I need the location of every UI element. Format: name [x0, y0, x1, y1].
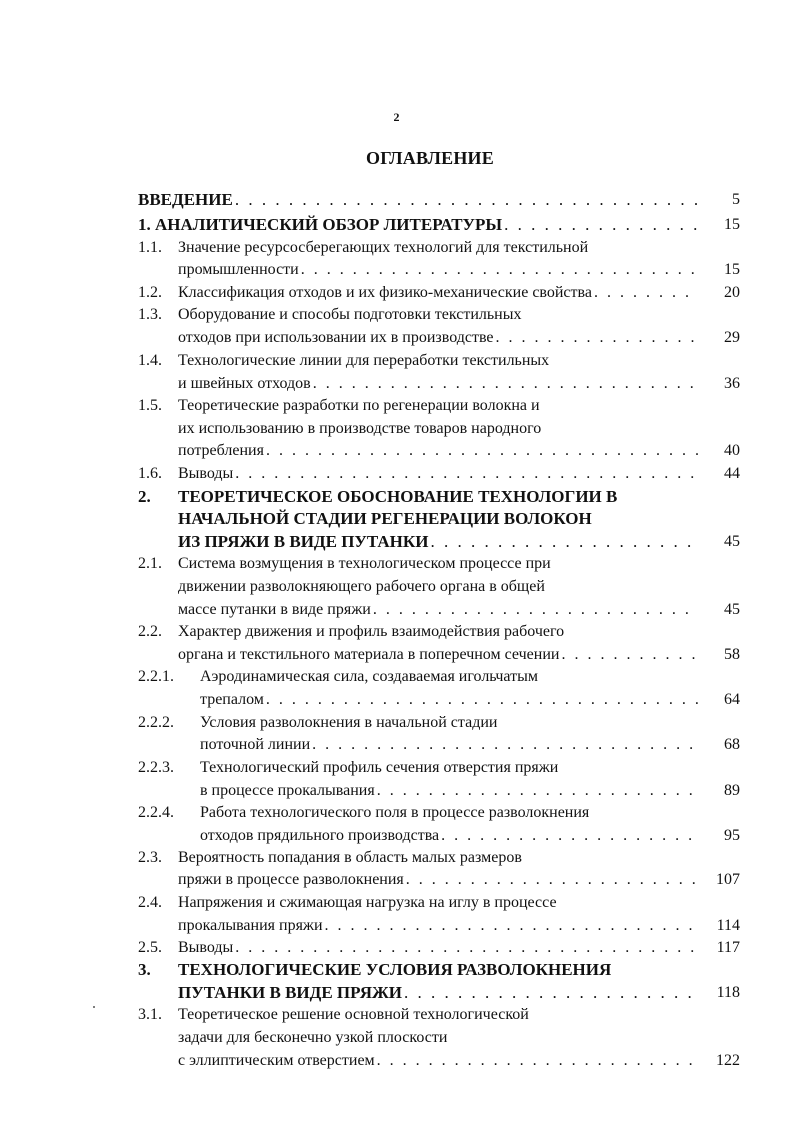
toc-entry-title-text: органа и текстильного материала в поперечном сечении [178, 646, 560, 663]
toc-entry-title-text: Оборудование и способы подготовки текстильных [178, 306, 522, 323]
toc-entry-title[interactable] [178, 553, 720, 575]
toc-entry-title[interactable] [178, 847, 720, 869]
toc-entry-title[interactable] [200, 757, 720, 779]
toc-entry-page[interactable]: 5 [732, 191, 740, 208]
scan-speck [93, 1006, 95, 1008]
toc-entry-title[interactable] [178, 350, 720, 372]
toc-entry-title-text: ТЕХНОЛОГИЧЕСКИЕ УСЛОВИЯ РАЗВОЛОКНЕНИЯ [178, 960, 612, 979]
toc-entry-title[interactable] [200, 825, 698, 847]
toc-entry-title-text: и швейных отходов [178, 375, 311, 392]
toc-entry-number: 2.3. [138, 849, 162, 866]
toc-entry-title-text: Теоретические разработки по регенерации волокна и [178, 397, 540, 414]
toc-entry-title[interactable] [178, 937, 698, 959]
toc-entry-title-text: Теоретическое решение основной технологической [178, 1006, 529, 1023]
toc-entry-title[interactable] [178, 395, 720, 417]
toc-entry-page[interactable]: 114 [716, 917, 740, 934]
toc-entry-number: 2.2.1. [138, 668, 174, 685]
toc-entry-page[interactable]: 45 [724, 533, 740, 550]
toc-entry-title-text: Выводы [178, 939, 234, 956]
toc-entry-title-text: ТЕОРЕТИЧЕСКОЕ ОБОСНОВАНИЕ ТЕХНОЛОГИИ В [178, 487, 618, 506]
toc-entry-title-text: Аэродинамическая сила, создаваемая игольчатым [200, 668, 538, 685]
toc-entry-title-text: Условия разволокнения в начальной стадии [200, 714, 498, 731]
toc-entry-title-text: массе путанки в виде пряжи [178, 601, 371, 618]
toc-entry-title[interactable] [178, 869, 698, 891]
toc-entry-title-text: Система возмущения в технологическом процессе при [178, 555, 551, 572]
toc-entry-title-text: задачи для бесконечно узкой плоскости [178, 1029, 448, 1046]
toc-entry-title-text: Работа технологического поля в процессе разволокнения [200, 804, 590, 821]
toc-entry-title[interactable] [178, 508, 720, 530]
toc-entry-title-text: отходов при использовании их в производстве [178, 329, 494, 346]
toc-entry-title-text: Вероятность попадания в область малых размеров [178, 849, 522, 866]
toc-entry-page[interactable]: 29 [724, 329, 740, 346]
toc-entry-page[interactable]: 107 [716, 871, 740, 888]
toc-entry-number: 1.2. [138, 284, 162, 301]
toc-entry-title[interactable] [178, 1004, 720, 1026]
toc-entry-title[interactable] [178, 1050, 698, 1072]
toc-entry-title-text: Выводы [178, 465, 234, 482]
toc-entry-number: 2.2.3. [138, 759, 174, 776]
toc-entry-page[interactable]: 118 [716, 984, 740, 1001]
toc-entry-page[interactable]: 20 [724, 284, 740, 301]
toc-entry-title[interactable] [138, 214, 698, 236]
toc-entry-number: 2.1. [138, 555, 162, 572]
toc-entry-title-text: Технологические линии для переработки текстильных [178, 352, 550, 369]
toc-entry-title[interactable] [178, 959, 720, 981]
toc-entry-page[interactable]: 40 [724, 442, 740, 459]
toc-entry-page[interactable]: 44 [724, 465, 740, 482]
toc-entry-title[interactable] [178, 486, 720, 508]
toc-entry-title[interactable] [200, 802, 720, 824]
toc-entry-title[interactable] [178, 237, 720, 259]
toc-entry-title-text: в процессе прокалывания [200, 782, 375, 799]
toc-entry-title-text: движении разволокняющего рабочего органа в общей [178, 578, 545, 595]
toc-entry-title-text: трепалом [200, 691, 264, 708]
toc-entry-number: 1.5. [138, 397, 162, 414]
toc-entry-title[interactable] [200, 734, 698, 756]
toc-entry-title[interactable] [200, 780, 698, 802]
toc-entry-number: 1.1. [138, 239, 162, 256]
toc-entry-title[interactable] [178, 259, 698, 281]
toc-entry-title[interactable] [178, 915, 698, 937]
toc-entry-title[interactable] [200, 666, 720, 688]
toc-entry-title[interactable] [178, 621, 720, 643]
toc-entry-number: 1.6. [138, 465, 162, 482]
toc-entry-number: 2.2.2. [138, 714, 174, 731]
toc-entry-page[interactable]: 89 [724, 782, 740, 799]
toc-entry-title[interactable] [178, 1027, 720, 1049]
toc-entry-title-text: ВВЕДЕНИЕ [138, 190, 233, 209]
toc-entry-title-text: прокалывания пряжи [178, 917, 323, 934]
toc-entry-number: 1.4. [138, 352, 162, 369]
toc-entry-title[interactable] [178, 463, 698, 485]
toc-entry-page[interactable]: 117 [716, 939, 740, 956]
toc-entry-page[interactable]: 15 [724, 261, 740, 278]
toc-entry-number: 2.4. [138, 894, 162, 911]
toc-entry-title[interactable] [178, 576, 720, 598]
toc-entry-page[interactable]: 122 [716, 1052, 740, 1069]
toc-entry-title-text: ПУТАНКИ В ВИДЕ ПРЯЖИ [178, 983, 402, 1002]
toc-title: ОГЛАВЛЕНИЕ [366, 148, 494, 168]
toc-entry-number: 3. [138, 960, 151, 979]
page-number: 2 [393, 110, 400, 124]
toc-entry-title-text: поточной линии [200, 736, 311, 753]
toc-entry-title[interactable] [200, 689, 698, 711]
toc-entry-title-text: отходов прядильного производства [200, 827, 440, 844]
toc-entry-number: 1.3. [138, 306, 162, 323]
toc-entry-title[interactable] [178, 644, 698, 666]
toc-entry-title-text: их использованию в производстве товаров народного [178, 420, 542, 437]
toc-entry-title-text: потребления [178, 442, 264, 459]
toc-entry-number: 2. [138, 487, 151, 506]
toc-entry-title[interactable] [178, 599, 698, 621]
toc-entry-number: 2.2.4. [138, 804, 174, 821]
toc-entry-page[interactable]: 64 [724, 691, 740, 708]
toc-entry-page[interactable]: 15 [724, 216, 740, 233]
toc-entry-title[interactable] [138, 189, 698, 211]
toc-entry-title[interactable] [178, 531, 698, 553]
toc-entry-title[interactable] [200, 712, 720, 734]
toc-entry-title-text: с эллиптическим отверстием [178, 1052, 375, 1069]
toc-entry-page[interactable]: 68 [724, 736, 740, 753]
toc-entry-page[interactable]: 45 [724, 601, 740, 618]
toc-entry-page[interactable]: 95 [724, 827, 740, 844]
toc-entry-title-text: Характер движения и профиль взаимодействия рабочего [178, 623, 565, 640]
toc-entry-title-text: Напряжения и сжимающая нагрузка на иглу в процессе [178, 894, 557, 911]
toc-entry-number: 2.2. [138, 623, 162, 640]
toc-entry-title-text: Технологический профиль сечения отверстия пряжи [200, 759, 559, 776]
toc-entry-title-text: промышленности [178, 261, 299, 278]
toc-entry-title-text: Значение ресурсосберегающих технологий для текстильной [178, 239, 589, 256]
toc-entry-title-text: ИЗ ПРЯЖИ В ВИДЕ ПУТАНКИ [178, 532, 429, 551]
toc-entry-title[interactable] [178, 373, 698, 395]
toc-entry-page[interactable]: 36 [724, 375, 740, 392]
toc-entry-title[interactable] [178, 892, 720, 914]
toc-entry-title[interactable] [178, 282, 698, 304]
toc-entry-title-text: НАЧАЛЬНОЙ СТАДИИ РЕГЕНЕРАЦИИ ВОЛОКОН [178, 509, 592, 528]
toc-entry-title-text: пряжи в процессе разволокнения [178, 871, 404, 888]
toc-entry-title-text: Классификация отходов и их физико-механические свойства [178, 284, 592, 301]
toc-entry-title[interactable] [178, 327, 698, 349]
toc-entry-title[interactable] [178, 304, 720, 326]
toc-entry-title-text: 1. АНАЛИТИЧЕСКИЙ ОБЗОР ЛИТЕРАТУРЫ [138, 215, 503, 234]
toc-entry-title[interactable] [178, 418, 720, 440]
toc-entry-title[interactable] [178, 440, 698, 462]
toc-entry-page[interactable]: 58 [724, 646, 740, 663]
toc-entry-number: 2.5. [138, 939, 162, 956]
toc-entry-number: 3.1. [138, 1006, 162, 1023]
toc-entry-title[interactable] [178, 982, 698, 1004]
